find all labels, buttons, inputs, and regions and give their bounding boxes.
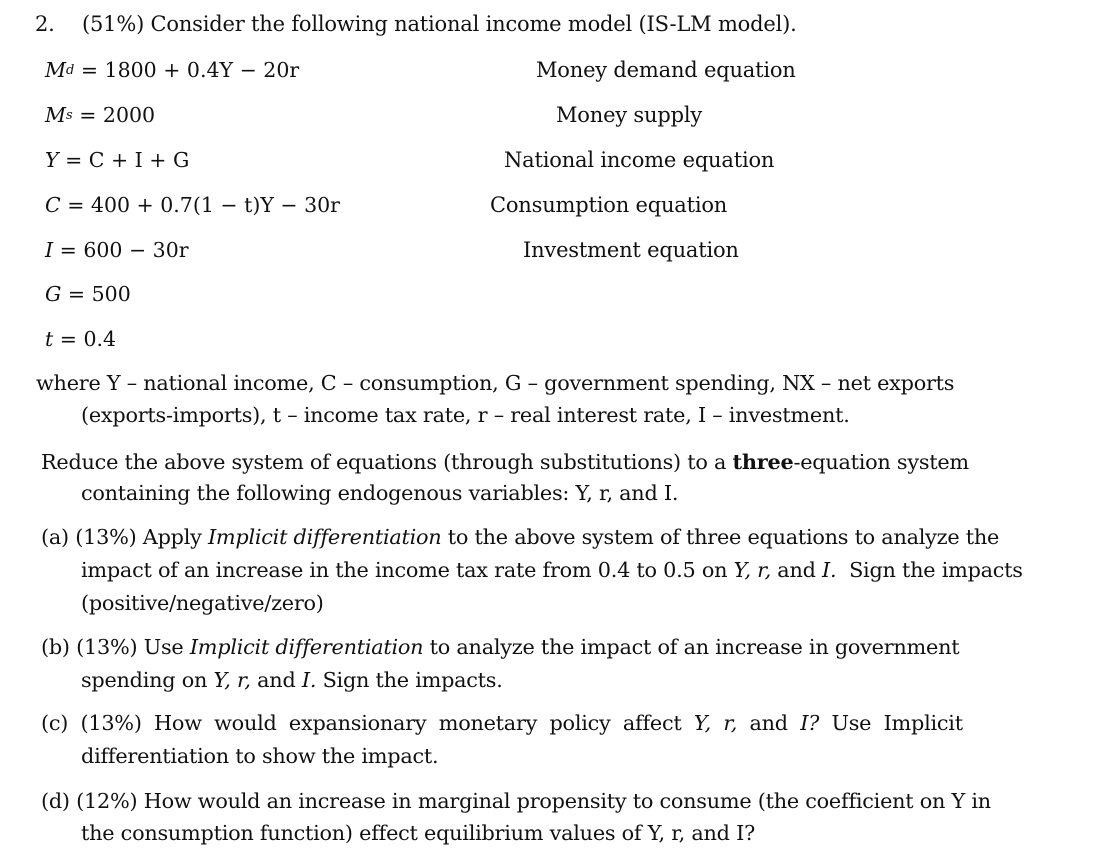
part-c-line-2: differentiation to show the impact. <box>81 744 439 768</box>
part-b-line-2: spending on Y, r, and I. Sign the impacts. <box>81 668 503 692</box>
question-title: (51%) Consider the following national income model (IS-LM model). <box>82 12 797 36</box>
part-d-line-1: (d) (12%) How would an increase in marginal propensity to consume (the coefficient on Y in <box>41 789 991 813</box>
part-a-line-1: (a) (13%) Apply Implicit differentiation to the above system of three equations to analyze the <box>41 525 1000 549</box>
label-consumption: Consumption equation <box>490 193 728 217</box>
part-b-line-1: (b) (13%) Use Implicit differentiation to analyze the impact of an increase in government <box>41 635 960 659</box>
label-investment: Investment equation <box>523 238 739 262</box>
equation-government: G = 500 <box>45 282 131 306</box>
equation-money-demand: $M^d = 1800 + 0.4Y - 20r$ <box>45 58 300 82</box>
equation-consumption: C = 400 + 0.7(1 − t)Y − 30r <box>45 193 340 217</box>
label-national-income: National income equation <box>504 148 775 172</box>
equation-tax-rate: t = 0.4 <box>45 327 117 351</box>
label-money-demand: Money demand equation <box>536 58 796 82</box>
where-line-1: where Y – national income, C – consumption, G – government spending, NX – net exports <box>36 371 955 395</box>
equation-national-income: Y = C + I + G <box>45 148 190 172</box>
question-number: 2. <box>35 12 55 36</box>
reduce-line-2: containing the following endogenous variables: Y, r, and I. <box>81 481 679 505</box>
question-heading <box>35 12 797 36</box>
equation-money-supply: $M^s = 2000$ <box>45 103 156 127</box>
equation-investment: I = 600 − 30r <box>45 238 189 262</box>
part-a-line-3: (positive/negative/zero) <box>81 591 324 615</box>
reduce-line-1: Reduce the above system of equations (through substitutions) to a three-equation system <box>41 449 969 474</box>
where-line-2: (exports-imports), t – income tax rate, r – real interest rate, I – investment. <box>81 403 850 427</box>
part-c-line-1: (c) (13%) How would expansionary monetary policy affect Y, r, and I? Use Implicit <box>41 711 963 735</box>
part-d-line-2: the consumption function) effect equilibrium values of Y, r, and I? <box>81 821 755 845</box>
part-a-line-2: impact of an increase in the income tax rate from 0.4 to 0.5 on Y, r, and I. Sign the impacts <box>81 558 1023 582</box>
label-money-supply: Money supply <box>556 103 703 127</box>
